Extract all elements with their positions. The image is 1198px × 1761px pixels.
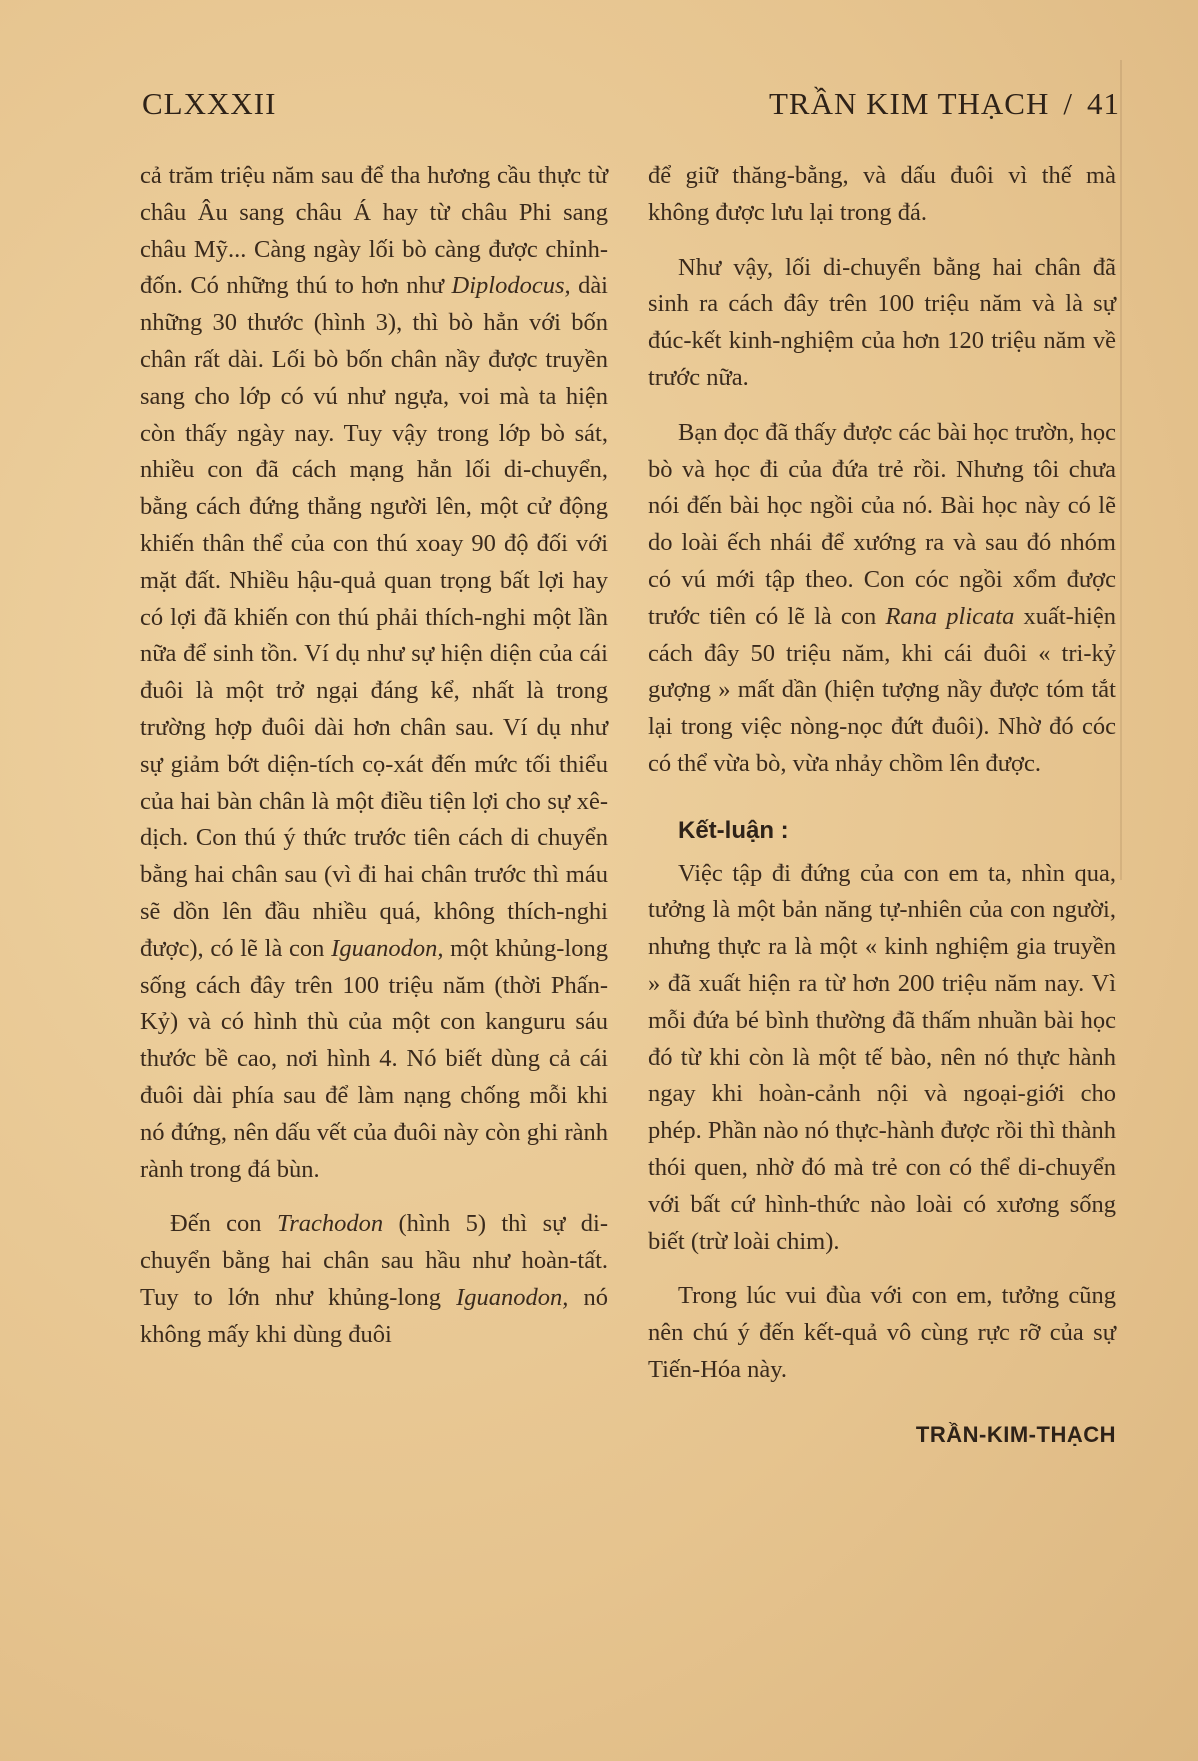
header-separator: / bbox=[1063, 86, 1073, 121]
italic-term: Iguanodon, bbox=[331, 934, 444, 962]
running-header bbox=[769, 86, 1120, 122]
text-run: Đến con bbox=[170, 1210, 277, 1238]
issue-number: CLXXXII bbox=[142, 86, 277, 121]
text-run: dài những 30 thước (hình 3), thì bò hẳn với bốn chân rất dài. Lối bò bốn chân nầy được truyền sang cho lớp có vú như ngựa, voi mà ta hiện còn thấy ngày nay. Tuy vậy trong lớp bò sát, nhiều con đã cách mạng hẳn lối di-chuyển, bằng cách đứng thẳng người lên, một cử động khiến thân thể của con thú xoay 90 độ đối với mặt đất. Nhiều hậu-quả quan trọng bất lợi hay có lợi đã khiến con thú phải thích-nghi một lần nữa để sinh tồn. Ví dụ như sự hiện diện của cái đuôi là một trở ngại đáng kể, nhất là trong trường hợp đuôi dài hơn chân sau. Ví dụ như sự giảm bớt diện-tích cọ-xát đến mức tối thiểu của hai bàn chân là một điều tiện lợi cho sự xê-dịch. Con thú ý thức trước tiên cách di chuyển bằng hai chân sau (vì đi hai chân trước thì máu sẽ dồn lên đầu nhiều quá, không thích-nghi được), có lẽ là con bbox=[140, 272, 608, 962]
page-number: 41 bbox=[1087, 86, 1120, 121]
text-run: cả trăm triệu năm sau để tha hương cầu thực từ châu Âu sang châu Á hay từ châu Phi sang châu Mỹ... Càng ngày lối bò càng được chỉnh-đốn. Có những thú to hơn như bbox=[140, 162, 608, 300]
right-paragraph-3 bbox=[648, 415, 1116, 783]
text-run: nó không mấy khi dùng đuôi bbox=[140, 1283, 609, 1348]
text-run: xuất-hiện cách đây 50 triệu năm, khi cái đuôi « tri-kỷ gượng » mất dần (hiện tượng nầy được tóm tắt lại trong việc nòng-nọc đứt đuôi). Nhờ đó cóc có thể vừa bò, vừa nhảy chồm lên được. bbox=[648, 602, 1116, 777]
author-signature: TRẦN-KIM-THẠCH bbox=[915, 1421, 1116, 1447]
text-run: (hình 5) thì sự di-chuyển bằng hai chân sau hầu như hoàn-tất. Tuy to lớn như khủng-long bbox=[140, 1210, 608, 1311]
right-column bbox=[648, 158, 1116, 1454]
page-fold bbox=[1120, 60, 1122, 880]
italic-term: Trachodon bbox=[276, 1210, 384, 1238]
right-paragraph-2: Như vậy, lối di-chuyển bằng hai chân đã sinh ra cách đây trên 100 triệu năm và là sự đúc-kết kinh-nghiệm của hơn 120 triệu năm về trước nữa. bbox=[648, 253, 1116, 391]
conclusion-heading: Kết-luận : bbox=[678, 816, 789, 844]
italic-term: Iguanodon, bbox=[456, 1283, 569, 1311]
text-run: Bạn đọc đã thấy được các bài học trườn, học bò và học đi của đứa trẻ rồi. Nhưng tôi chưa nói đến bài học ngồi của nó. Bài học này có lẽ do loài ếch nhái để xướng ra và sau đó nhóm có vú mới tập theo. Con cóc ngồi xổm được trước tiên có lẽ là con bbox=[648, 418, 1116, 630]
left-paragraph-2 bbox=[140, 1206, 608, 1353]
right-paragraph-1: để giữ thăng-bằng, và dấu đuôi vì thế mà không được lưu lại trong đá. bbox=[648, 162, 1116, 226]
italic-term: Rana plicata bbox=[885, 602, 1015, 630]
author-title: TRẦN KIM THẠCH bbox=[768, 86, 1050, 121]
conclusion-paragraph: Việc tập đi đứng của con em ta, nhìn qua, tưởng là một bản năng tự-nhiên của con người, nhưng thực ra là một « kinh nghiệm gia truyền » đã xuất hiện ra từ hơn 200 triệu năm nay. Vì mỗi đứa bé bình thường đã thấm nhuần bài học đó từ khi còn là một tế bào, nên nó thực hành ngay khi hoàn-cảnh nội và ngoại-giới cho phép. Phần nào nó thực-hành được rồi thì thành thói quen, nhờ đó mà trẻ con có thể di-chuyển với bất cứ hình-thức nào loài có xương sống biết (trừ loài chim). bbox=[648, 859, 1116, 1255]
text-run: một khủng-long sống cách đây trên 100 triệu năm (thời Phấn-Kỷ) và có hình thù của một con kanguru sáu thước bề cao, nơi hình 4. Nó biết dùng cả cái đuôi dài phía sau để làm nạng chống mỗi khi nó đứng, nên dấu vết của đuôi này còn ghi rành rành trong đá bùn. bbox=[140, 934, 608, 1183]
left-column bbox=[140, 158, 608, 1354]
closing-paragraph: Trong lúc vui đùa với con em, tưởng cũng nên chú ý đến kết-quả vô cùng rực rỡ của sự Tiến-Hóa này. bbox=[648, 1282, 1116, 1383]
italic-term: Diplodocus, bbox=[451, 272, 571, 300]
left-paragraph-1 bbox=[140, 158, 608, 1188]
